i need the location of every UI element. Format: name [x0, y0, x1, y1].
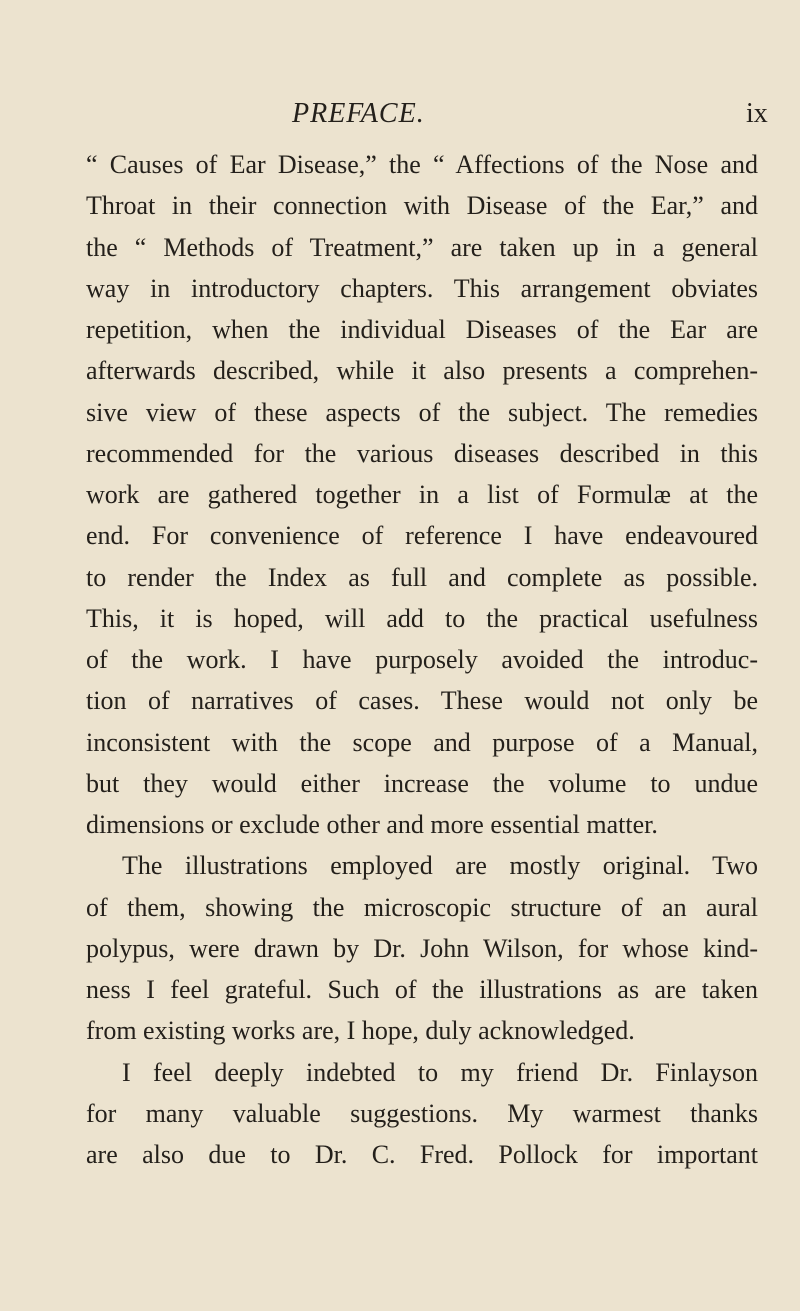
text-line: from existing works are, I hope, duly acknowledged.: [86, 1016, 635, 1046]
text-line: end. For convenience of reference I have endeavoured: [86, 521, 758, 551]
text-line: but they would either increase the volume to undue: [86, 768, 758, 798]
text-line: work are gathered together in a list of Formulæ at the: [86, 480, 758, 509]
paragraph-start-line: I feel deeply indebted to my friend Dr. Finlayson: [122, 1057, 758, 1087]
text-line: recommended for the various diseases described in this: [86, 438, 758, 468]
text-line: are also due to Dr. C. Fred. Pollock for important: [86, 1140, 758, 1169]
text-line: tion of narratives of cases. These would not only be: [86, 686, 758, 716]
text-line: way in introductory chapters. This arrangement obviates: [86, 273, 758, 303]
text-line: This, it is hoped, will add to the practical usefulness: [86, 603, 758, 633]
running-title: PREFACE.: [292, 98, 425, 129]
text-line: polypus, were drawn by Dr. John Wilson, for whose kind-: [86, 933, 758, 963]
text-line: for many valuable suggestions. My warmest thanks: [86, 1098, 758, 1128]
running-head: [0, 94, 800, 134]
preface-text: [86, 144, 758, 1175]
text-line: of the work. I have purposely avoided the introduc-: [86, 645, 758, 674]
text-line: of them, showing the microscopic structure of an aural: [86, 892, 758, 922]
text-line: to render the Index as full and complete as possible.: [86, 562, 758, 592]
text-line: repetition, when the individual Diseases of the Ear are: [86, 315, 758, 344]
text-line: afterwards described, while it also presents a comprehen-: [86, 356, 758, 386]
text-line: Throat in their connection with Disease of the Ear,” and: [86, 191, 758, 221]
paragraph-start-line: The illustrations employed are mostly original. Two: [122, 851, 758, 881]
text-line: “ Causes of Ear Disease,” the “ Affections of the Nose and: [86, 150, 758, 179]
text-line: ness I feel grateful. Such of the illustrations as are taken: [86, 975, 758, 1004]
text-line: dimensions or exclude other and more essential matter.: [86, 810, 658, 839]
text-line: sive view of these aspects of the subject. The remedies: [86, 397, 758, 427]
text-line: inconsistent with the scope and purpose of a Manual,: [86, 727, 758, 757]
page-number: ix: [746, 98, 768, 129]
text-line: the “ Methods of Treatment,” are taken up in a general: [86, 232, 758, 262]
